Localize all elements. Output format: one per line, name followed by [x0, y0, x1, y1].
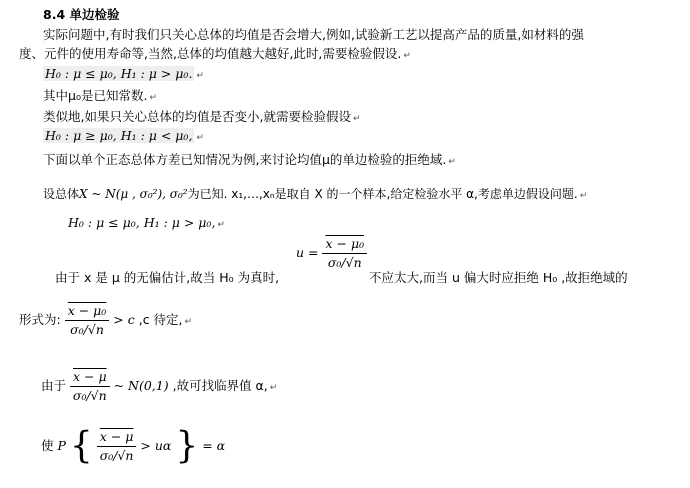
paragraph-line — [43, 109, 361, 127]
paragraph-mark: ↵ — [352, 114, 361, 124]
formula-lhs: u = — [296, 245, 319, 260]
paragraph-mark: ↵ — [448, 157, 456, 167]
fraction-denominator: σ₀/√n — [327, 255, 362, 270]
formula-relation: > uα — [140, 438, 172, 453]
formula-equals: = α — [202, 438, 226, 453]
fraction — [97, 428, 137, 465]
u-statistic-formula — [296, 235, 367, 272]
paragraph-mark: ↵ — [184, 317, 193, 327]
fraction-numerator: x − μ — [97, 428, 137, 447]
fraction — [70, 368, 110, 405]
rejection-form — [19, 302, 192, 339]
paragraph-text: ,c 待定, — [138, 312, 183, 327]
paragraph-line — [43, 152, 456, 170]
paragraph-text: 下面以单个正态总体方差已知情况为例,来讨论均值μ的单边检验的拒绝域. — [43, 152, 447, 167]
section-title: 单边检验 — [69, 7, 120, 22]
fraction-numerator: x − μ₀ — [322, 235, 367, 254]
fraction-denominator: σ₀/√n — [99, 448, 134, 463]
paragraph-text: 类似地,如果只关心总体的均值是否变小,就需要检验假设 — [43, 109, 351, 124]
left-brace: { — [69, 425, 93, 467]
paragraph-text: ,故可找临界值 α, — [172, 378, 268, 393]
section-number: 8.4 — [43, 7, 66, 22]
section-heading — [43, 7, 120, 23]
formula-relation: > c — [113, 312, 135, 327]
paragraph-line — [43, 88, 157, 106]
paragraph-text: 由于 — [41, 378, 67, 393]
paragraph-text: 其中μ₀是已知常数. — [43, 88, 148, 103]
formula: H₀ : μ ≤ μ₀, H₁ : μ > μ₀. — [45, 66, 193, 81]
paragraph-mark: ↵ — [149, 93, 157, 103]
formula: H₀ : μ ≥ μ₀, H₁ : μ < μ₀, — [45, 128, 193, 143]
paragraph-text: 度、元件的使用寿命等,当然,总体的均值越大越好,此时,需要检验假设. — [19, 46, 402, 61]
fraction-denominator: σ₀/√n — [72, 388, 107, 403]
paragraph-line — [19, 46, 411, 64]
distribution-statement — [41, 368, 277, 405]
paragraph-mark: ↵ — [579, 191, 588, 201]
paragraph-line — [43, 186, 587, 204]
hypothesis-2 — [43, 128, 204, 146]
paragraph-mark: ↵ — [217, 220, 225, 230]
fraction — [65, 302, 110, 339]
paragraph-mark: ↵ — [403, 51, 411, 61]
probability-statement — [41, 425, 226, 467]
fraction-numerator: x − μ₀ — [65, 302, 110, 321]
paragraph-mark: ↵ — [269, 383, 278, 393]
formula: H₀ : μ ≤ μ₀, H₁ : μ > μ₀, — [68, 215, 216, 230]
formula: X ~ N(μ , σ₀²), σ₀² — [79, 187, 188, 201]
paragraph-line-right: 不应太大,而当 u 偏大时应拒绝 H₀ ,故拒绝域的 — [369, 270, 628, 285]
paragraph-mark: ↵ — [196, 133, 204, 143]
paragraph-text: 设总体 — [43, 187, 80, 201]
paragraph-line: 实际问题中,有时我们只关心总体的均值是否会增大,例如,试验新工艺以提高产品的质量,如材料的强 — [43, 27, 584, 42]
probability-symbol: P — [57, 438, 66, 453]
paragraph-text: 为已知. x₁,…,xₙ是取自 X 的一个样本,给定检验水平 α,考虑单边假设问题. — [187, 187, 578, 201]
fraction-numerator: x − μ — [70, 368, 110, 387]
paragraph-text: 使 — [41, 438, 54, 453]
right-brace: } — [175, 425, 199, 467]
fraction — [322, 235, 367, 272]
paragraph-text: 形式为: — [19, 312, 61, 327]
fraction-denominator: σ₀/√n — [70, 322, 104, 337]
hypothesis-1 — [43, 66, 204, 84]
paragraph-line-left: 由于 x 是 μ 的无偏估计,故当 H₀ 为真时, — [55, 270, 280, 285]
formula-relation: ~ N(0,1) — [113, 378, 169, 393]
hypothesis-3 — [68, 215, 225, 233]
paragraph-mark: ↵ — [196, 71, 204, 81]
